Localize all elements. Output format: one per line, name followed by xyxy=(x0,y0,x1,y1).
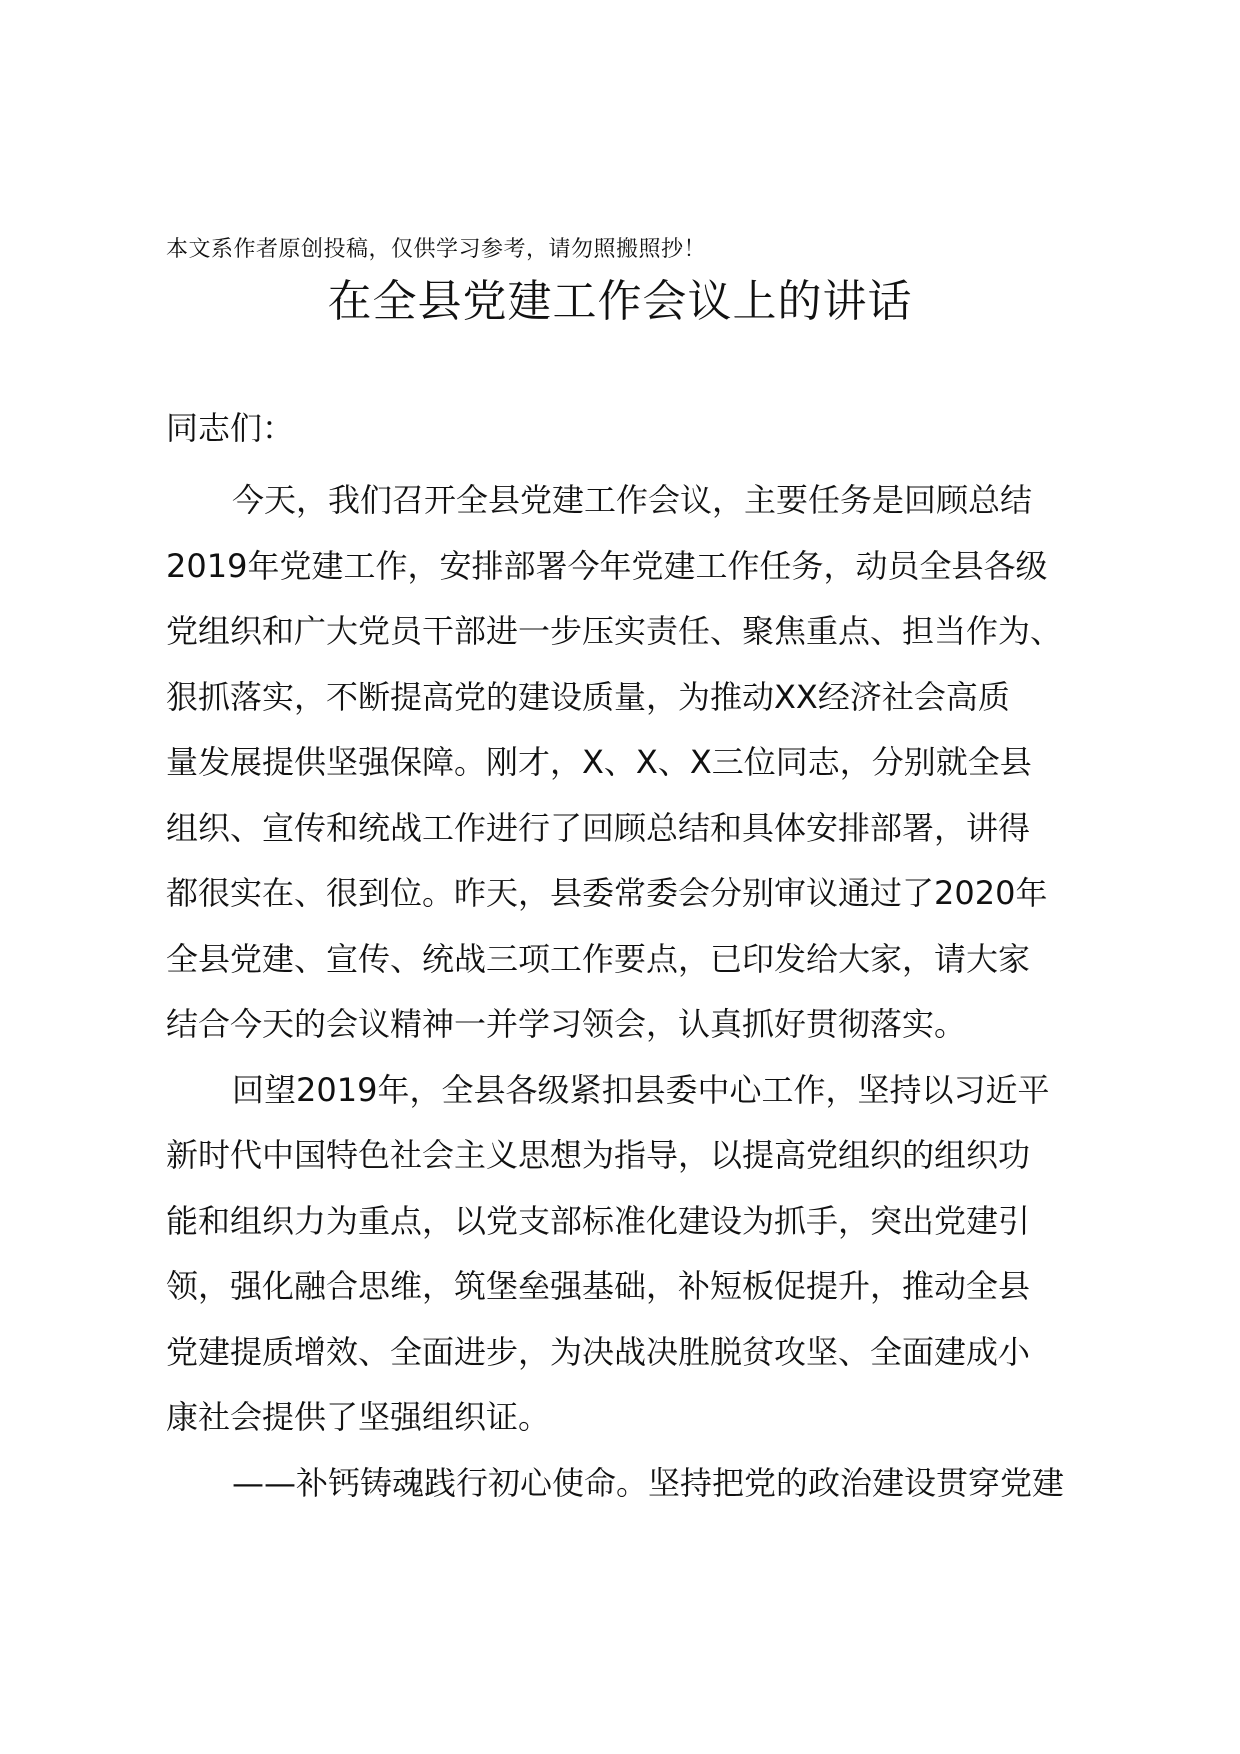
paragraph-1-line-1: 今天，我们召开全县党建工作会议，主要任务是回顾总结 xyxy=(232,481,1033,519)
paragraph-1-line-8: 全县党建、宣传、统战三项工作要点，已印发给大家，请大家 xyxy=(166,939,1031,978)
paragraph-1-line-6: 组织、宣传和统战工作进行了回顾总结和具体安排部署，讲得 xyxy=(166,808,1031,847)
paragraph-2-line-2: 新时代中国特色社会主义思想为指导，以提高党组织的组织功 xyxy=(166,1136,1031,1174)
paragraph-1-line-5: 量发展提供坚强保障。刚才，X、X、X三位同志，分别就全县 xyxy=(166,743,1032,781)
paragraph-2-line-1: 回望2019年，全县各级紧扣县委中心工作，坚持以习近平 xyxy=(232,1070,1050,1109)
paragraph-3-line-1: ——补钙铸魂践行初心使命。坚持把党的政治建设贯穿党建 xyxy=(232,1463,1065,1502)
page-title: 在全县党建工作会议上的讲话 xyxy=(327,276,913,327)
paragraph-2-line-3: 能和组织力为重点，以党支部标准化建设为抓手，突出党建引 xyxy=(166,1201,1031,1240)
paragraph-2-line-5: 党建提质增效、全面进步，为决战决胜脱贫攻坚、全面建成小 xyxy=(166,1332,1031,1371)
paragraph-1-line-4: 狠抓落实，不断提高党的建设质量，为推动XX经济社会高质 xyxy=(166,677,1010,716)
salutation: 同志们： xyxy=(166,409,295,447)
paragraph-2-line-6: 康社会提供了坚强组织证。 xyxy=(166,1398,551,1436)
paragraph-1-line-3: 党组织和广大党员干部进一步压实责任、聚焦重点、担当作为、 xyxy=(166,612,1063,650)
copyright-notice: 本文系作者原创投稿，仅供学习参考，请勿照搬照抄！ xyxy=(166,237,707,262)
paragraph-2-line-4: 领，强化融合思维，筑堡垒强基础，补短板促提升，推动全县 xyxy=(166,1267,1031,1305)
speech-body xyxy=(166,468,1096,1516)
paragraph-1-line-7: 都很实在、很到位。昨天，县委常委会分别审议通过了2020年 xyxy=(166,874,1048,912)
paragraph-1-line-9: 结合今天的会议精神一并学习领会，认真抓好贯彻落实。 xyxy=(166,1005,967,1043)
paragraph-1-line-2: 2019年党建工作，安排部署今年党建工作任务，动员全县各级 xyxy=(166,546,1048,585)
